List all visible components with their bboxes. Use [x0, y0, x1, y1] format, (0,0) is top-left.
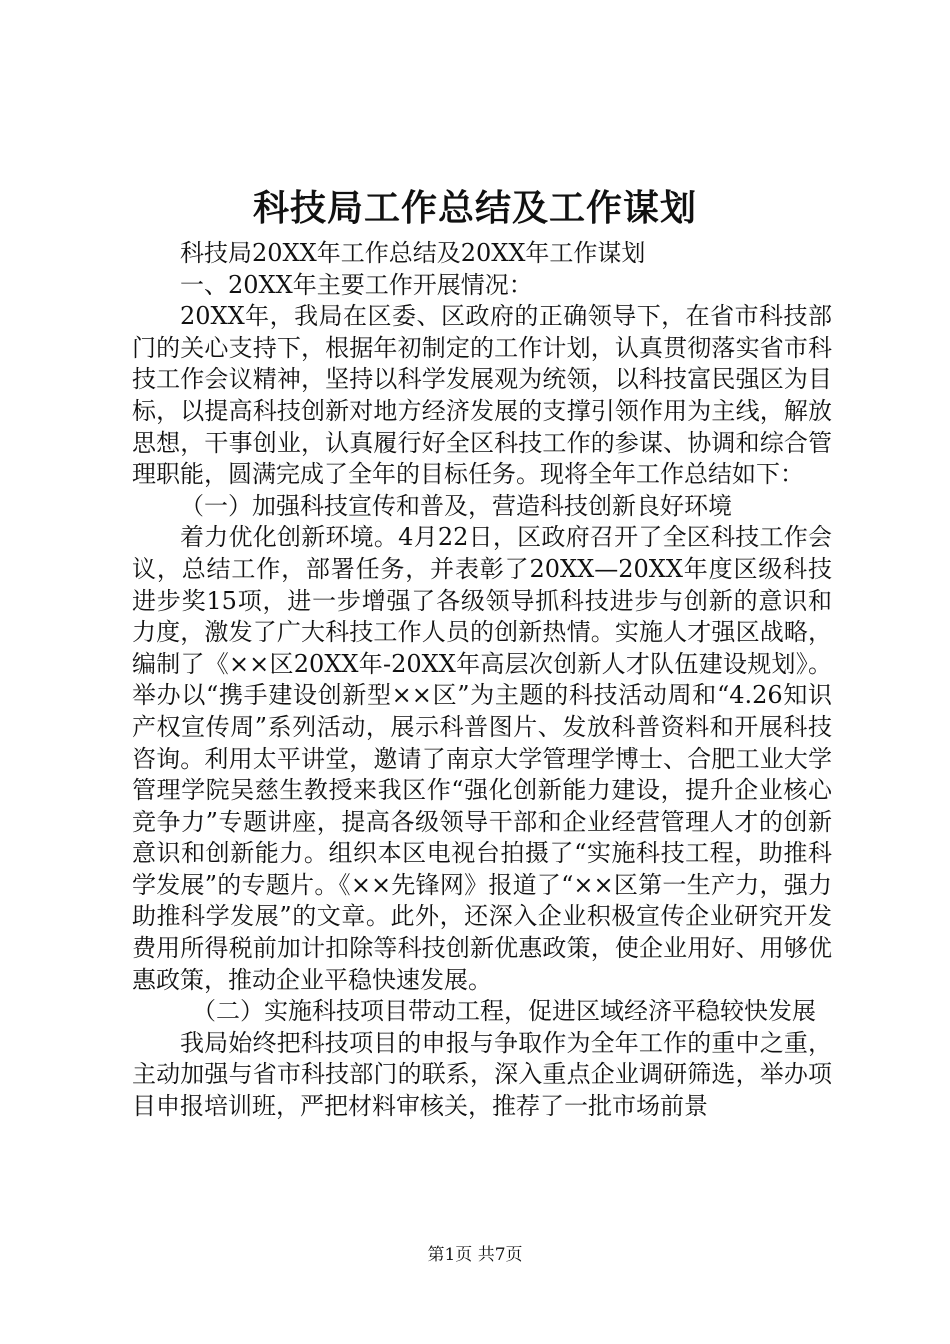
paragraph: 20XX年，我局在区委、区政府的正确领导下，在省市科技部门的关心支持下，根据年初制定的工作计划，认真贯彻落实省市科技工作会议精神，坚持以科学发展观为统领，以科技富民强区为目标，以提高科技创新对地方经济发展的支撑引领作用为主线，解放思想，干事创业，认真履行好全区科技工作的参谋、协调和综合管理职能，圆满完成了全年的目标任务。现将全年工作总结如下：: [132, 302, 832, 489]
subsection-heading: （一）加强科技宣传和普及，营造科技创新良好环境: [180, 491, 732, 520]
paragraph: 着力优化创新环境。4月22日，区政府召开了全区科技工作会议，总结工作，部署任务，并表彰了20XX—20XX年度区级科技进步奖15项，进一步增强了各级领导抓科技进步与创新的意识和力度，激发了广大科技工作人员的创新热情。实施人才强区战略，编制了《××区20XX年-20XX年高层次创新人才队伍建设规划》。举办以“携手建设创新型××区”为主题的科技活动周和“4.26知识产权宣传周”系列活动，展示科普图片、发放科普资料和开展科技咨询。利用太平讲堂，邀请了南京大学管理学博士、合肥工业大学管理学院吴慈生教授来我区作“强化创新能力建设，提升企业核心竞争力”专题讲座，提高各级领导干部和企业经营管理人才的创新意识和创新能力。组织本区电视台拍摄了“实施科技工程，助推科学发展”的专题片。《××先锋网》报道了“××区第一生产力，强力助推科学发展”的文章。此外，还深入企业积极宣传企业研究开发费用所得税前加计扣除等科技创新优惠政策，使企业用好、用够优惠政策，推动企业平稳快速发展。: [132, 523, 832, 994]
document-body: [132, 238, 832, 1123]
paragraph-heading-line: 科技局20XX年工作总结及20XX年工作谋划: [180, 239, 646, 267]
document-title: 科技局工作总结及工作谋划: [252, 187, 697, 229]
section-heading: 一、20XX年主要工作开展情况：: [180, 270, 533, 299]
page-number-footer: 第1页 共7页: [427, 1245, 523, 1265]
subsection-heading: （二）实施科技项目带动工程，促进区域经济平稳较快发展: [192, 997, 816, 1026]
paragraph: 我局始终把科技项目的申报与争取作为全年工作的重中之重，主动加强与省市科技部门的联系，深入重点企业调研筛选，举办项目申报培训班，严把材料审核关，推荐了一批市场前景: [132, 1028, 832, 1121]
